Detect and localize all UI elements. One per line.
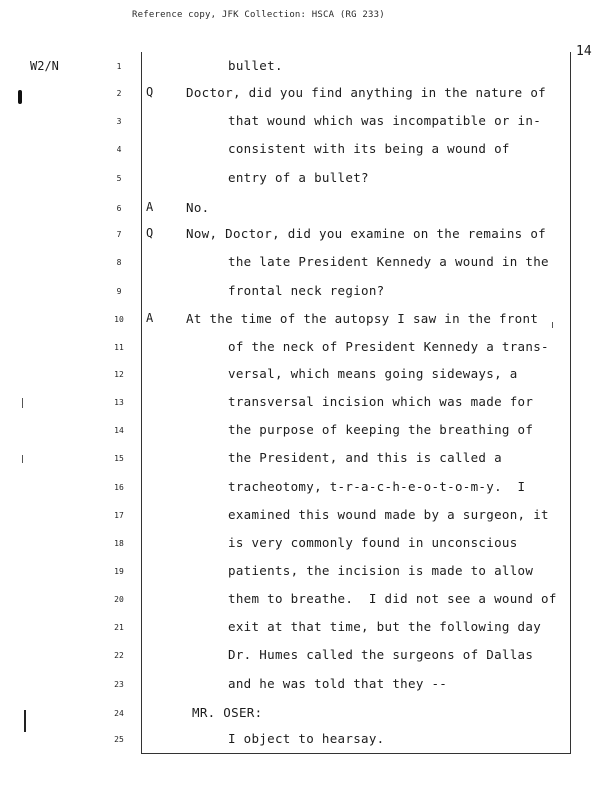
transcript-line [0,507,612,527]
line-text: At the time of the autopsy I saw in the front [186,311,539,326]
transcript-line [0,422,612,442]
frame-bottom-rule [141,753,571,754]
line-text: patients, the incision is made to allow [228,563,534,578]
transcript-line [0,450,612,470]
line-number: 12 [114,370,124,379]
transcript-line [0,563,612,583]
transcript-line [0,479,612,499]
speaker-label: Q [146,226,154,240]
transcript-line [0,58,612,78]
line-text: Now, Doctor, did you examine on the remains of [186,226,546,241]
line-number: 18 [114,539,124,548]
transcript-line [0,141,612,161]
line-text: tracheotomy, t-r-a-c-h-e-o-t-o-m-y. I [228,479,526,494]
transcript-line [0,85,612,105]
line-text: No. [186,200,210,215]
transcript-line [0,254,612,274]
transcript-line [0,619,612,639]
line-text: the President, and this is called a [228,450,502,465]
transcript-line [0,535,612,555]
line-text: bullet. [228,58,283,73]
page-number: 14 [576,44,592,59]
speaker-label: A [146,311,154,325]
line-text: consistent with its being a wound of [228,141,510,156]
transcript-line [0,647,612,667]
line-number: 15 [114,454,124,463]
line-text: is very commonly found in unconscious [228,535,518,550]
transcript-line [0,591,612,611]
transcript-line [0,366,612,386]
transcript-line [0,339,612,359]
line-text: the late President Kennedy a wound in the [228,254,549,269]
transcript-line [0,731,612,751]
line-text: MR. OSER: [192,705,263,720]
line-number: 8 [116,258,122,267]
line-number: 6 [116,204,122,213]
speaker-label: Q [146,85,154,99]
transcript-line [0,311,612,331]
line-number: 10 [114,315,124,324]
line-number: 20 [114,595,124,604]
transcript-line [0,676,612,696]
line-number: 17 [114,511,124,520]
line-number: 5 [116,174,122,183]
line-text: frontal neck region? [228,283,385,298]
witness-code: W2/N [30,59,59,73]
transcript-line [0,705,612,725]
line-number: 11 [114,343,124,352]
transcript-line [0,200,612,220]
line-text: Doctor, did you find anything in the nature of [186,85,546,100]
line-number: 21 [114,623,124,632]
line-number: 14 [114,426,124,435]
line-number: 13 [114,398,124,407]
line-number: 22 [114,651,124,660]
line-text: the purpose of keeping the breathing of [228,422,534,437]
transcript-line [0,283,612,303]
line-number: 16 [114,483,124,492]
transcript-line [0,226,612,246]
line-text: entry of a bullet? [228,170,369,185]
transcript-line [0,113,612,133]
line-number: 25 [114,735,124,744]
line-number: 24 [114,709,124,718]
line-number: 9 [116,287,122,296]
speaker-label: A [146,200,154,214]
line-number: 2 [116,89,122,98]
line-number: 7 [116,230,122,239]
transcript-line [0,170,612,190]
line-text: examined this wound made by a surgeon, it [228,507,549,522]
line-text: that wound which was incompatible or in- [228,113,542,128]
transcript-line [0,394,612,414]
line-text: I object to hearsay. [228,731,385,746]
line-text: exit at that time, but the following day [228,619,542,634]
line-text: them to breathe. I did not see a wound of [228,591,557,606]
line-number: 3 [116,117,122,126]
line-text: and he was told that they -- [228,676,448,691]
line-text: transversal incision which was made for [228,394,534,409]
line-text: versal, which means going sideways, a [228,366,518,381]
line-text: of the neck of President Kennedy a trans- [228,339,549,354]
line-number: 19 [114,567,124,576]
line-text: Dr. Humes called the surgeons of Dallas [228,647,534,662]
header-reference: Reference copy, JFK Collection: HSCA (RG 233) [132,10,385,20]
line-number: 1 [116,62,122,71]
line-number: 23 [114,680,124,689]
line-number: 4 [116,145,122,154]
